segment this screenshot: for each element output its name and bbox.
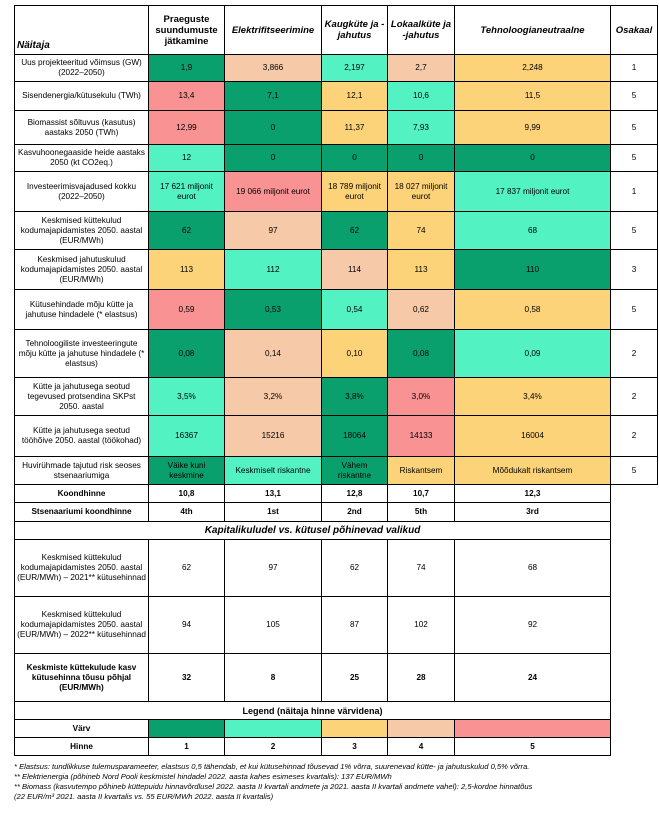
capex-value-cell: 24 <box>455 654 611 702</box>
scenario-value-cell: 0 <box>322 145 388 172</box>
weight-cell: 5 <box>611 82 658 111</box>
scenario-value-cell: 110 <box>455 250 611 290</box>
indicator-label: Kütte ja jahutusega seotud tegevused protsendina SKPst 2050. aastal <box>15 378 149 416</box>
indicator-row <box>15 55 658 82</box>
score-cell: 13,1 <box>225 485 322 503</box>
section-title-row <box>15 522 658 540</box>
scenario-value-cell: Riskantsem <box>388 457 455 485</box>
scenario-header-electrification: Elektrifitseerimine <box>225 6 322 55</box>
indicator-label: Keskmised jahutuskulud kodumajapidamistes 2050. aastal (EUR/MWh) <box>15 250 149 290</box>
capex-value-cell: 94 <box>149 597 225 654</box>
scenario-header-local-heating: Lokaalküte ja -jahutus <box>388 6 455 55</box>
weight-cell: 5 <box>611 212 658 250</box>
capex-value-cell: 97 <box>225 540 322 597</box>
scenario-value-cell: 11,37 <box>322 111 388 145</box>
scenario-value-cell: 3,8% <box>322 378 388 416</box>
indicator-row <box>15 172 658 212</box>
capex-value-cell: 25 <box>322 654 388 702</box>
capex-label: Keskmiste küttekulude kasv kütusehinna tõusu põhjal (EUR/MWh) <box>15 654 149 702</box>
indicator-row <box>15 145 658 172</box>
weight-cell: 2 <box>611 416 658 457</box>
weight-header: Osakaal <box>611 6 658 55</box>
scenario-value-cell: 0,53 <box>225 290 322 330</box>
capex-value-cell: 62 <box>322 540 388 597</box>
section-title: Kapitalikuludel vs. kütusel põhinevad valikud <box>15 522 611 540</box>
score-row <box>15 485 658 503</box>
capex-value-cell: 105 <box>225 597 322 654</box>
indicator-row <box>15 82 658 111</box>
rank-cell: 4th <box>149 503 225 522</box>
capex-value-cell: 102 <box>388 597 455 654</box>
scenario-value-cell: 0,62 <box>388 290 455 330</box>
table-body <box>15 6 658 756</box>
indicator-row <box>15 250 658 290</box>
scenario-value-cell: 15216 <box>225 416 322 457</box>
weight-cell: 5 <box>611 457 658 485</box>
scenario-value-cell: 2,7 <box>388 55 455 82</box>
scenario-value-cell: 3,866 <box>225 55 322 82</box>
rank-label: Stsenaariumi koondhinne <box>15 503 149 522</box>
indicator-label: Kütte ja jahutusega seotud tööhõive 2050. aastal (töökohad) <box>15 416 149 457</box>
indicator-row <box>15 290 658 330</box>
scenario-value-cell: 18 027 miljonit eurot <box>388 172 455 212</box>
footnote-biomass: ** Biomass (kasvutempo põhineb küttepuidu hinnavõrdlusel 2022. aasta II kvartali andmete ja 2021. aasta II kvartali andmete vahel): 2,5-kordne hinnatõus <box>14 782 533 791</box>
scenario-value-cell: 12,99 <box>149 111 225 145</box>
scenario-value-cell: 18 789 miljonit eurot <box>322 172 388 212</box>
legend-grade-cell: 2 <box>225 738 322 756</box>
weight-cell: 5 <box>611 290 658 330</box>
scenario-value-cell: 18064 <box>322 416 388 457</box>
rank-cell: 1st <box>225 503 322 522</box>
capex-row <box>15 540 658 597</box>
scenario-value-cell: 97 <box>225 212 322 250</box>
empty-cell <box>611 702 658 720</box>
scenario-value-cell: Väike kuni keskmine <box>149 457 225 485</box>
weight-cell: 5 <box>611 111 658 145</box>
scenario-value-cell: 16004 <box>455 416 611 457</box>
capex-label: Keskmised küttekulud kodumajapidamistes 2050. aastal (EUR/MWh) – 2021** kütusehinnad <box>15 540 149 597</box>
legend-title: Legend (näitaja hinne värvidena) <box>15 702 611 720</box>
indicator-row <box>15 378 658 416</box>
scenario-value-cell: 0,59 <box>149 290 225 330</box>
scenario-value-cell: 9,99 <box>455 111 611 145</box>
legend-grade-cell: 3 <box>322 738 388 756</box>
scenario-value-cell: 7,93 <box>388 111 455 145</box>
footnote-elasticity: * Elastsus: tundlikkuse tulemusparameeter, elastsus 0,5 tähendab, et kui kütusehinnad tõusevad 1% võrra, suurenevad kütte- ja jahutuskulud 0,5% võrra. <box>14 762 530 771</box>
scenario-value-cell: 2,197 <box>322 55 388 82</box>
score-cell: 12,3 <box>455 485 611 503</box>
footnote-biomass-prices: (22 EUR/m³ 2021. aasta II kvartalis vs. 55 EUR/MWh 2022. aasta II kvartalis) <box>14 792 274 801</box>
scenario-value-cell: 0,08 <box>149 330 225 378</box>
scenario-value-cell: 114 <box>322 250 388 290</box>
scenario-header-continuation: Praeguste suundumuste jätkamine <box>149 6 225 55</box>
capex-value-cell: 62 <box>149 540 225 597</box>
scenario-value-cell: 74 <box>388 212 455 250</box>
header-row <box>15 6 658 55</box>
scenario-value-cell: 12 <box>149 145 225 172</box>
empty-cell <box>611 522 658 540</box>
scenario-comparison-table <box>14 5 658 756</box>
scenario-value-cell: 0,09 <box>455 330 611 378</box>
indicator-row <box>15 330 658 378</box>
scenario-value-cell: 17 621 miljonit eurot <box>149 172 225 212</box>
capex-value-cell: 92 <box>455 597 611 654</box>
weight-cell: 3 <box>611 250 658 290</box>
scenario-value-cell: 12,1 <box>322 82 388 111</box>
scenario-value-cell: 2,248 <box>455 55 611 82</box>
indicator-label: Investeerimisvajadused kokku (2022–2050) <box>15 172 149 212</box>
legend-color-label: Värv <box>15 720 149 738</box>
scenario-value-cell: 3,4% <box>455 378 611 416</box>
scenario-value-cell: Mõõdukalt riskantsem <box>455 457 611 485</box>
legend-color-swatch <box>149 720 225 738</box>
scenario-value-cell: 0,08 <box>388 330 455 378</box>
scenario-value-cell: 3,0% <box>388 378 455 416</box>
scenario-value-cell: 17 837 miljonit eurot <box>455 172 611 212</box>
scenario-value-cell: 0,10 <box>322 330 388 378</box>
scenario-value-cell: 0 <box>225 145 322 172</box>
footnote-electricity: ** Elektrienergia (põhineb Nord Pooli keskmistel hindadel 2022. aasta kahes esimeses kvartalis): 137 EUR/MWh <box>14 772 392 781</box>
indicator-row <box>15 416 658 457</box>
legend-grade-label: Hinne <box>15 738 149 756</box>
legend-grade-cell: 1 <box>149 738 225 756</box>
rank-cell: 3rd <box>455 503 611 522</box>
legend-color-row <box>15 720 658 738</box>
weight-cell: 5 <box>611 145 658 172</box>
capex-row <box>15 597 658 654</box>
empty-cell <box>611 720 658 738</box>
scenario-value-cell: 68 <box>455 212 611 250</box>
weight-cell: 1 <box>611 172 658 212</box>
scenario-value-cell: 7,1 <box>225 82 322 111</box>
empty-cell <box>611 597 658 654</box>
indicator-label: Sisendenergia/kütusekulu (TWh) <box>15 82 149 111</box>
indicator-label: Uus projekteeritud võimsus (GW) (2022–2050) <box>15 55 149 82</box>
capex-value-cell: 28 <box>388 654 455 702</box>
scenario-value-cell: 62 <box>322 212 388 250</box>
scenario-value-cell: 10,6 <box>388 82 455 111</box>
scenario-value-cell: 19 066 miljonit eurot <box>225 172 322 212</box>
scenario-value-cell: 16367 <box>149 416 225 457</box>
scenario-value-cell: 14133 <box>388 416 455 457</box>
legend-grade-cell: 4 <box>388 738 455 756</box>
weight-cell: 2 <box>611 330 658 378</box>
rank-cell: 5th <box>388 503 455 522</box>
scenario-value-cell: 112 <box>225 250 322 290</box>
capex-row <box>15 654 658 702</box>
indicator-label: Kütusehindade mõju kütte ja jahutuse hindadele (* elastsus) <box>15 290 149 330</box>
score-cell: 10,8 <box>149 485 225 503</box>
indicator-row <box>15 111 658 145</box>
legend-title-row <box>15 702 658 720</box>
weight-cell: 1 <box>611 55 658 82</box>
scenario-header-district-heating: Kaugküte ja -jahutus <box>322 6 388 55</box>
legend-color-swatch <box>225 720 322 738</box>
scenario-value-cell: 0 <box>225 111 322 145</box>
indicator-label: Tehnoloogiliste investeeringute mõju kütte ja jahutuse hindadele (* elastsus) <box>15 330 149 378</box>
indicator-label: Biomassist sõltuvus (kasutus) aastaks 2050 (TWh) <box>15 111 149 145</box>
weight-cell: 2 <box>611 378 658 416</box>
scenario-value-cell: 62 <box>149 212 225 250</box>
scenario-value-cell: 0,54 <box>322 290 388 330</box>
indicator-label: Huvirühmade tajutud risk seoses stsenaariumiga <box>15 457 149 485</box>
capex-value-cell: 8 <box>225 654 322 702</box>
score-cell: 10,7 <box>388 485 455 503</box>
scenario-table-sheet <box>14 5 657 756</box>
legend-color-swatch <box>455 720 611 738</box>
scenario-value-cell: 1,9 <box>149 55 225 82</box>
empty-cell <box>611 503 658 522</box>
empty-cell <box>611 540 658 597</box>
empty-cell <box>611 654 658 702</box>
indicator-label: Keskmised küttekulud kodumajapidamistes 2050. aastal (EUR/MWh) <box>15 212 149 250</box>
score-label: Koondhinne <box>15 485 149 503</box>
empty-cell <box>611 738 658 756</box>
score-cell: 12,8 <box>322 485 388 503</box>
scenario-value-cell: 113 <box>388 250 455 290</box>
legend-color-swatch <box>388 720 455 738</box>
scenario-value-cell: Vähem riskantne <box>322 457 388 485</box>
legend-grade-cell: 5 <box>455 738 611 756</box>
rank-row <box>15 503 658 522</box>
capex-value-cell: 32 <box>149 654 225 702</box>
scenario-value-cell: 3,5% <box>149 378 225 416</box>
capex-label: Keskmised küttekulud kodumajapidamistes 2050. aastal (EUR/MWh) – 2022** kütusehinnad <box>15 597 149 654</box>
scenario-value-cell: 0,58 <box>455 290 611 330</box>
scenario-value-cell: 13,4 <box>149 82 225 111</box>
indicator-header: Näitaja <box>15 6 149 55</box>
scenario-value-cell: 0 <box>388 145 455 172</box>
scenario-value-cell: 113 <box>149 250 225 290</box>
scenario-value-cell: 11,5 <box>455 82 611 111</box>
indicator-row <box>15 457 658 485</box>
scenario-header-tech-neutral: Tehnoloogianeutraalne <box>455 6 611 55</box>
scenario-value-cell: Keskmiselt riskantne <box>225 457 322 485</box>
scenario-value-cell: 0 <box>455 145 611 172</box>
capex-value-cell: 87 <box>322 597 388 654</box>
capex-value-cell: 74 <box>388 540 455 597</box>
empty-cell <box>611 485 658 503</box>
capex-value-cell: 68 <box>455 540 611 597</box>
footnotes <box>14 762 654 802</box>
scenario-value-cell: 3,2% <box>225 378 322 416</box>
legend-color-swatch <box>322 720 388 738</box>
indicator-label: Kasvuhoonegaaside heide aastaks 2050 (kt CO2eq.) <box>15 145 149 172</box>
scenario-value-cell: 0,14 <box>225 330 322 378</box>
indicator-row <box>15 212 658 250</box>
legend-grade-row <box>15 738 658 756</box>
rank-cell: 2nd <box>322 503 388 522</box>
